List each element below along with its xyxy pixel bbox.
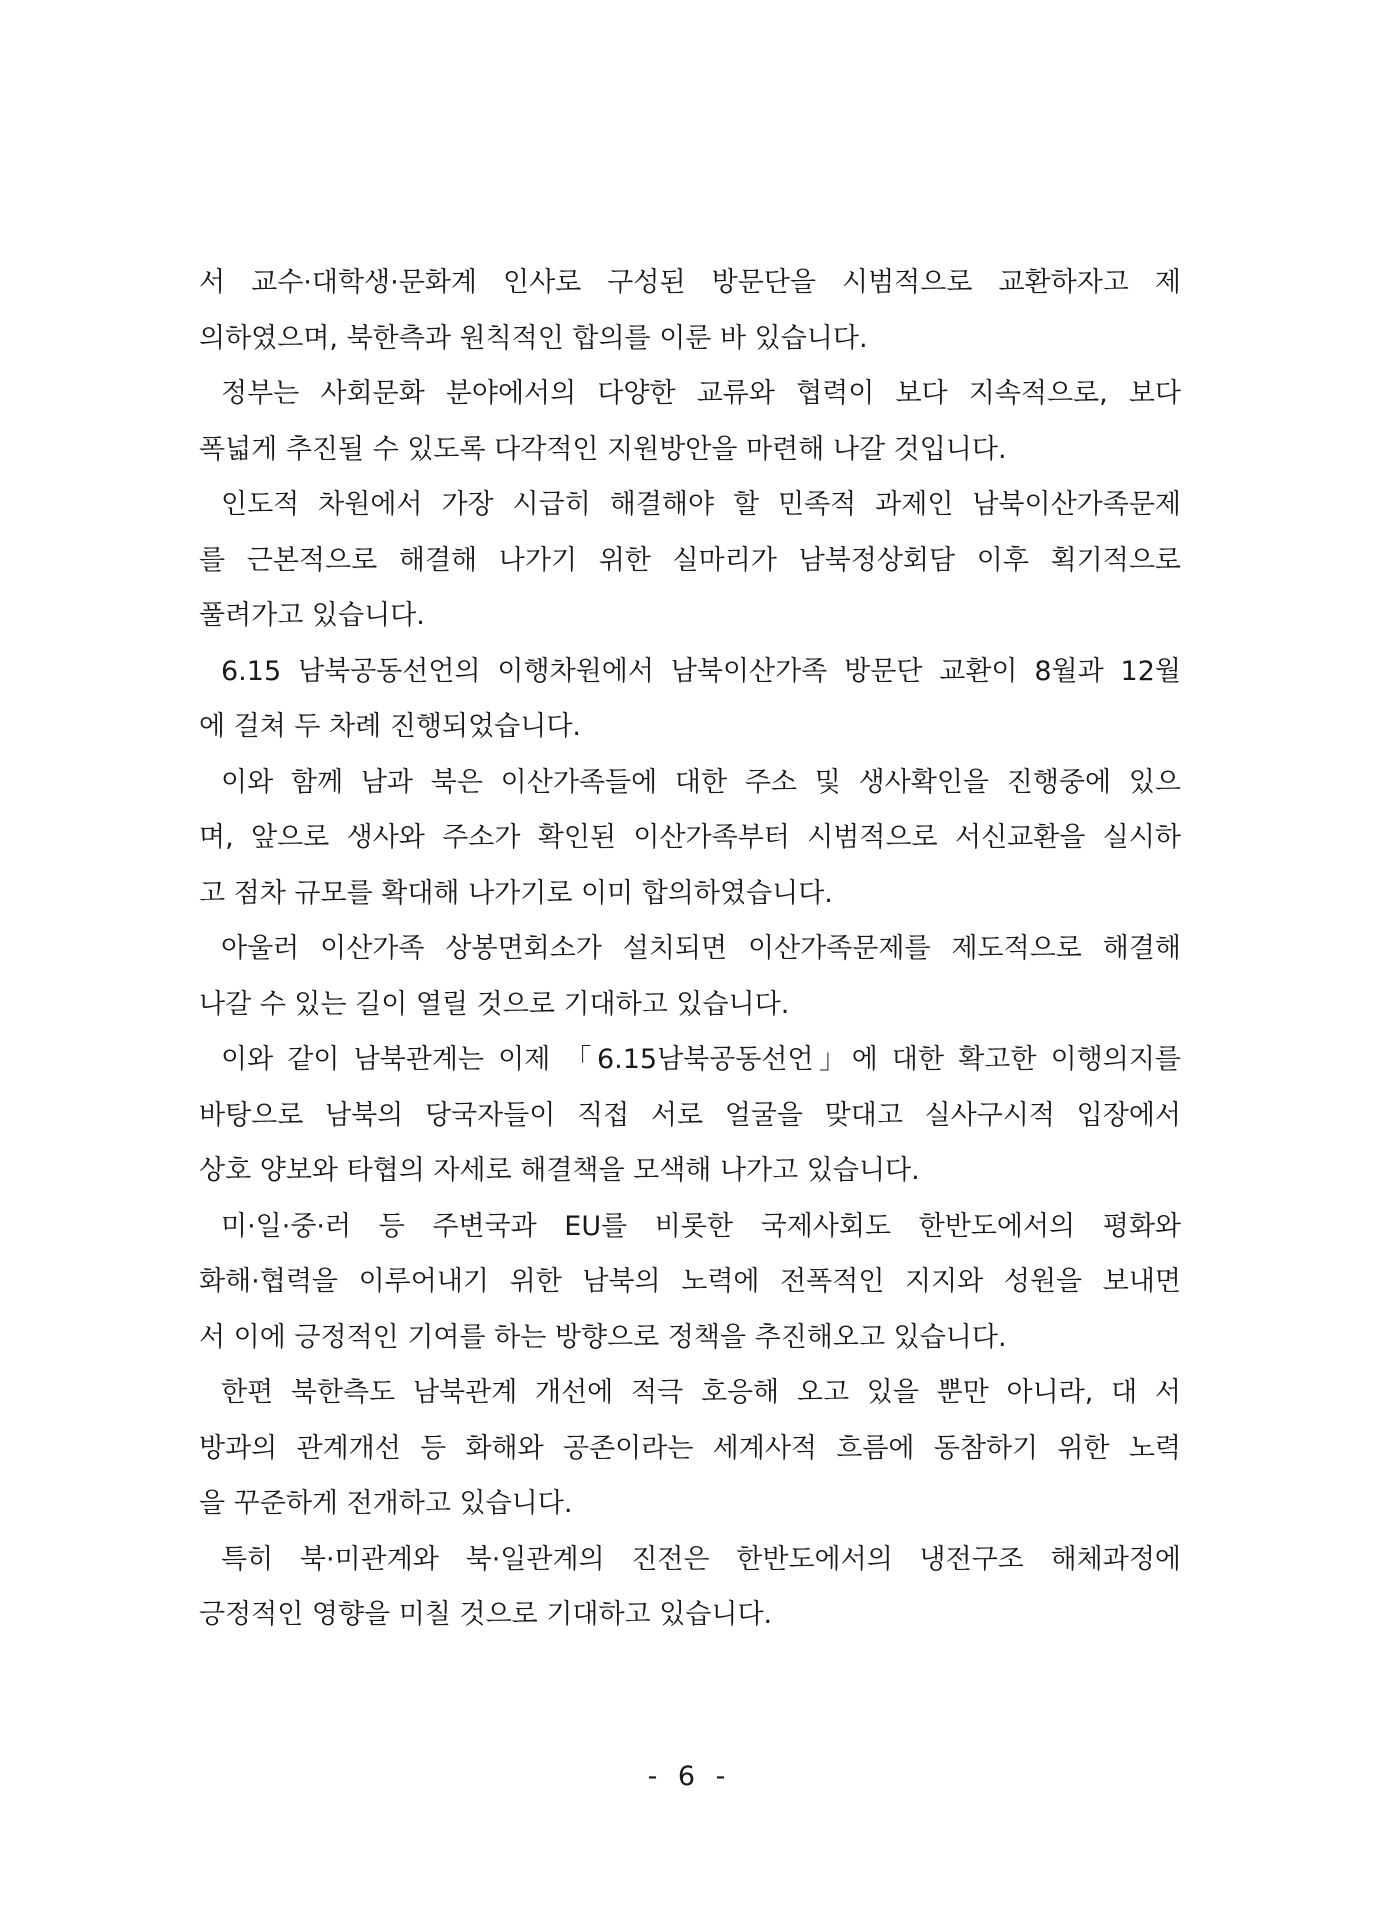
text-line: 의하였으며, 북한측과 원칙적인 합의를 이룬 바 있습니다. [199, 322, 868, 354]
text-line: 한편 북한측도 남북관계 개선에 적극 호응해 오고 있을 뿐만 아니라, 대 서 [221, 1377, 1181, 1408]
text-line: 상호 양보와 타협의 자세로 해결책을 모색해 나가고 있습니다. [199, 1155, 920, 1186]
text-line: 풀려가고 있습니다. [199, 600, 425, 631]
page-number: - 6 - [647, 1761, 732, 1792]
text-line: 6.15 남북공동선언의 이행차원에서 남북이산가족 방문단 교환이 8월과 12월 [221, 655, 1181, 687]
text-line: 서 교수·대학생·문화계 인사로 구성된 방문단을 시범적으로 교환하자고 제 [199, 267, 1181, 298]
text-line: 이와 함께 남과 북은 이산가족들에 대한 주소 및 생사확인을 진행중에 있으 [221, 766, 1181, 798]
text-line: 긍정적인 영향을 미칠 것으로 기대하고 있습니다. [199, 1599, 773, 1630]
text-line: 며, 앞으로 생사와 주소가 확인된 이산가족부터 시범적으로 서신교환을 실시하 [199, 822, 1181, 853]
text-line: 인도적 차원에서 가장 시급히 해결해야 할 민족적 과제인 남북이산가족문제 [221, 489, 1181, 520]
text-line: 고 점차 규모를 확대해 나가기로 이미 합의하였습니다. [199, 877, 833, 909]
body-text [199, 255, 1181, 1643]
text-line: 나갈 수 있는 길이 열릴 것으로 기대하고 있습니다. [199, 988, 790, 1020]
text-line: 아울러 이산가족 상봉면회소가 설치되면 이산가족문제를 제도적으로 해결해 [221, 933, 1181, 964]
text-line: 미·일·중·러 등 주변국과 EU를 비롯한 국제사회도 한반도에서의 평화와 [221, 1210, 1181, 1242]
text-line: 서 이에 긍정적인 기여를 하는 방향으로 정책을 추진해오고 있습니다. [199, 1321, 1007, 1353]
text-line: 이와 같이 남북관계는 이제 「6.15남북공동선언」에 대한 확고한 이행의지를 [221, 1044, 1181, 1075]
text-line: 을 꾸준하게 전개하고 있습니다. [199, 1488, 573, 1519]
text-line: 특히 북·미관계와 북·일관계의 진전은 한반도에서의 냉전구조 해체과정에 [221, 1543, 1181, 1575]
text-line: 바탕으로 남북의 당국자들이 직접 서로 얼굴을 맞대고 실사구시적 입장에서 [199, 1099, 1181, 1131]
text-line: 폭넓게 추진될 수 있도록 다각적인 지원방안을 마련해 나갈 것입니다. [199, 433, 1007, 465]
text-line: 화해·협력을 이루어내기 위한 남북의 노력에 전폭적인 지지와 성원을 보내면 [199, 1266, 1181, 1297]
text-line: 를 근본적으로 해결해 나가기 위한 실마리가 남북정상회담 이후 획기적으로 [199, 544, 1181, 576]
text-line: 정부는 사회문화 분야에서의 다양한 교류와 협력이 보다 지속적으로, 보다 [221, 378, 1181, 409]
text-line: 에 걸쳐 두 차례 진행되었습니다. [199, 711, 581, 742]
text-line: 방과의 관계개선 등 화해와 공존이라는 세계사적 흐름에 동참하기 위한 노력 [199, 1432, 1181, 1464]
